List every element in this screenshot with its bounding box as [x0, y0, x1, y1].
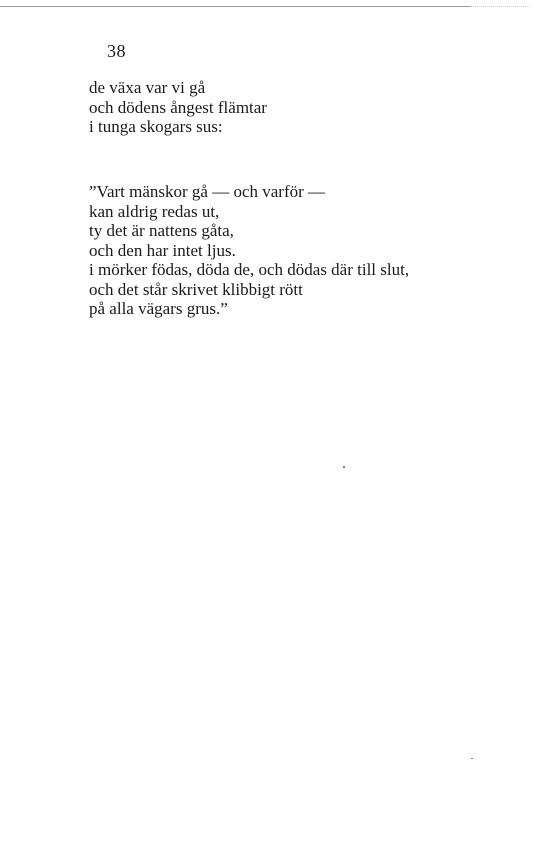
- verse-line: de växa var vi gå: [89, 78, 206, 97]
- verse-line: och det står skrivet klibbigt rött: [89, 279, 303, 299]
- stanza-1: [89, 78, 267, 137]
- top-edge-rule: [0, 6, 470, 7]
- verse-line: ty det är nattens gåta,: [89, 221, 234, 240]
- verse-line: kan aldrig redas ut,: [89, 201, 220, 221]
- page-number: 38: [107, 41, 126, 61]
- verse-line: och den har intet ljus.: [89, 240, 236, 260]
- print-speck: [343, 466, 345, 468]
- print-speck: [471, 758, 473, 759]
- verse-line: i mörker födas, döda de, och dödas där till slut,: [89, 260, 410, 279]
- verse-line: i tunga skogars sus:: [89, 117, 223, 136]
- verse-line: och dödens ångest flämtar: [89, 97, 267, 117]
- verse-line: på alla vägars grus.”: [89, 299, 228, 318]
- verse-line: ”Vart mänskor gå — och varför —: [89, 182, 326, 201]
- stanza-2: [89, 182, 409, 319]
- top-edge-rule-faint: [470, 6, 530, 7]
